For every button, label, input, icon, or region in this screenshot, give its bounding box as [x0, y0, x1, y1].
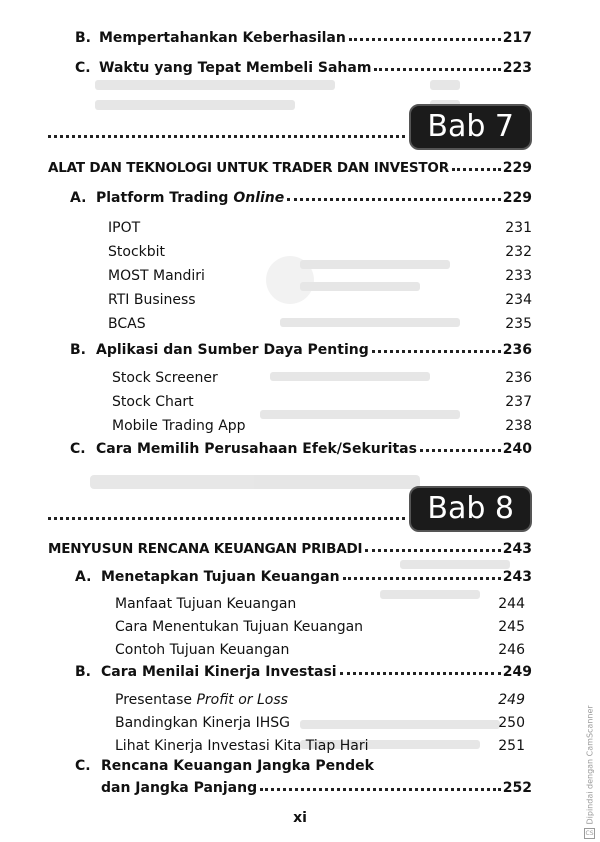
toc-subitem[interactable]: Presentase Profit or Loss: [115, 692, 288, 708]
chapter-page: 229: [502, 160, 532, 176]
toc-subitem[interactable]: IPOT: [108, 220, 141, 236]
toc-section[interactable]: [70, 342, 532, 358]
subitem-page: 231: [505, 220, 532, 236]
dot-leader: [374, 68, 500, 71]
toc-section-cont[interactable]: [101, 780, 532, 796]
subitem-page: 246: [498, 642, 525, 658]
dot-leader: [260, 788, 501, 791]
subitem-page: 232: [505, 244, 532, 260]
subitem-page: 235: [505, 316, 532, 332]
dot-leader: [287, 198, 501, 201]
chapter-rule: [48, 135, 405, 138]
subitem-page: 251: [498, 738, 525, 754]
toc-entry[interactable]: [75, 30, 532, 46]
section-page: 252: [502, 780, 532, 796]
camscanner-watermark: [583, 700, 595, 840]
chapter-title-entry[interactable]: [48, 160, 532, 176]
section-title: Platform Trading Online: [96, 190, 285, 206]
toc-section[interactable]: [70, 441, 532, 457]
entry-title: Waktu yang Tepat Membeli Saham: [99, 60, 372, 76]
section-page: 249: [502, 664, 532, 680]
subitem-page: 236: [505, 370, 532, 386]
toc-subitem[interactable]: Bandingkan Kinerja IHSG: [115, 715, 290, 731]
subitem-page: 238: [505, 418, 532, 434]
subitem-page: 233: [505, 268, 532, 284]
entry-page: 223: [502, 60, 532, 76]
toc-section[interactable]: [75, 664, 532, 680]
subitem-page: 249: [498, 692, 525, 708]
section-page: 240: [502, 441, 532, 457]
toc-subitem[interactable]: Stock Chart: [112, 394, 194, 410]
subitem-page: 237: [505, 394, 532, 410]
watermark-text: Dipindai dengan CamScanner: [585, 705, 595, 825]
entry-label: B.: [75, 30, 91, 46]
section-page: 243: [502, 569, 532, 585]
chapter-header-bab7: [48, 104, 532, 150]
chapter-title-entry[interactable]: [48, 541, 532, 557]
toc-section[interactable]: [75, 569, 532, 585]
section-page: 229: [502, 190, 532, 206]
dot-leader: [420, 449, 501, 452]
section-label: A.: [70, 190, 87, 206]
section-title: Cara Memilih Perusahaan Efek/Sekuritas: [96, 441, 417, 457]
toc-subitem[interactable]: Cara Menentukan Tujuan Keuangan: [115, 619, 364, 635]
toc-section[interactable]: [75, 758, 532, 774]
section-title: Aplikasi dan Sumber Daya Penting: [96, 342, 369, 358]
toc-subitem[interactable]: Manfaat Tujuan Keuangan: [115, 596, 297, 612]
section-label: C.: [75, 758, 91, 774]
section-title-line1: Rencana Keuangan Jangka Pendek: [101, 758, 374, 774]
subitem-page: 244: [498, 596, 525, 612]
page-number-footer: xi: [293, 810, 307, 826]
toc-subitem[interactable]: MOST Mandiri: [108, 268, 205, 284]
section-label: A.: [75, 569, 92, 585]
subitem-page: 245: [498, 619, 525, 635]
toc-entry[interactable]: [75, 60, 532, 76]
section-title-line2: dan Jangka Panjang: [101, 780, 258, 796]
toc-subitem[interactable]: Stock Screener: [112, 370, 218, 386]
chapter-rule: [48, 517, 405, 520]
chapter-title: ALAT DAN TEKNOLOGI UNTUK TRADER DAN INVESTOR: [48, 160, 449, 176]
section-page: 236: [502, 342, 532, 358]
section-label: B.: [70, 342, 86, 358]
dot-leader: [343, 577, 501, 580]
section-title: Cara Menilai Kinerja Investasi: [101, 664, 337, 680]
subitem-page: 250: [498, 715, 525, 731]
entry-title: Mempertahankan Keberhasilan: [99, 30, 346, 46]
entry-label: C.: [75, 60, 91, 76]
chapter-badge: Bab 7: [409, 104, 532, 150]
toc-section[interactable]: [70, 190, 532, 206]
dot-leader: [340, 672, 501, 675]
chapter-header-bab8: [48, 486, 532, 532]
dot-leader: [349, 38, 501, 41]
dot-leader: [372, 350, 501, 353]
dot-leader: [365, 549, 500, 552]
chapter-badge: Bab 8: [409, 486, 532, 532]
entry-page: 217: [502, 30, 532, 46]
section-label: B.: [75, 664, 91, 680]
camscanner-logo-icon: CS: [585, 830, 594, 837]
dot-leader: [452, 168, 501, 171]
toc-subitem[interactable]: BCAS: [108, 316, 146, 332]
chapter-title: MENYUSUN RENCANA KEUANGAN PRIBADI: [48, 541, 363, 557]
toc-subitem[interactable]: Lihat Kinerja Investasi Kita Tiap Hari: [115, 738, 369, 754]
chapter-page: 243: [502, 541, 532, 557]
toc-subitem[interactable]: Contoh Tujuan Keuangan: [115, 642, 290, 658]
toc-subitem[interactable]: RTI Business: [108, 292, 196, 308]
toc-subitem[interactable]: Mobile Trading App: [112, 418, 246, 434]
toc-subitem[interactable]: Stockbit: [108, 244, 166, 260]
subitem-page: 234: [505, 292, 532, 308]
section-title: Menetapkan Tujuan Keuangan: [101, 569, 340, 585]
section-label: C.: [70, 441, 86, 457]
